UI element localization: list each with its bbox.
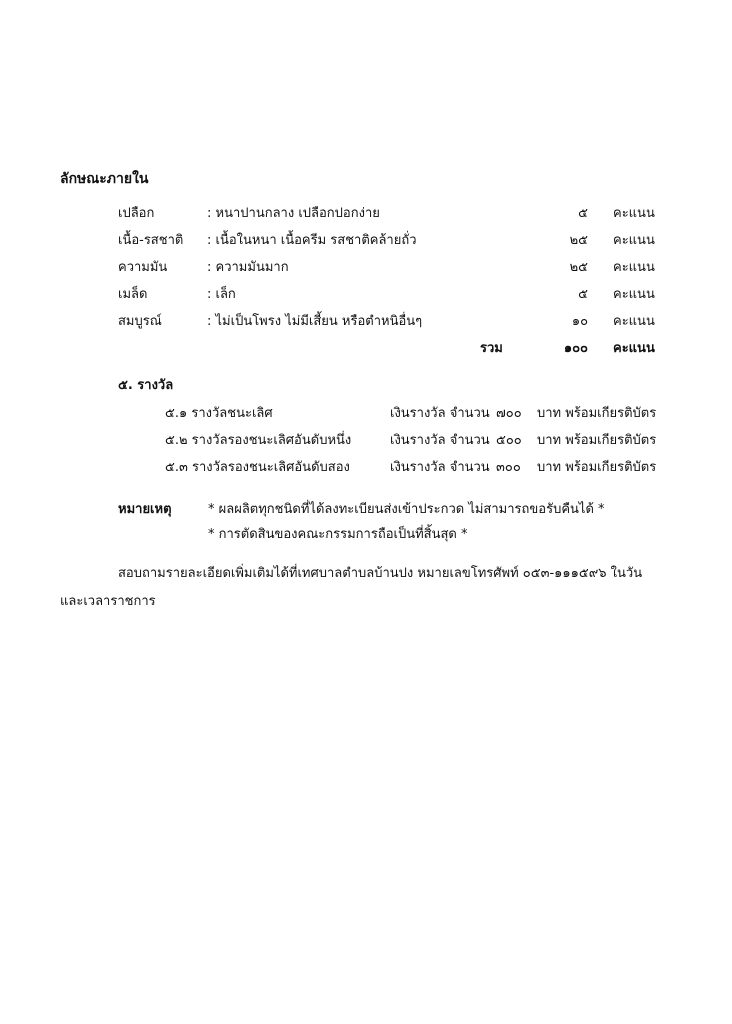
criteria-score: ๕ bbox=[578, 287, 588, 302]
criteria-score: ๑๐ bbox=[571, 314, 588, 329]
criteria-score: ๒๕ bbox=[569, 260, 588, 275]
criteria-unit: คะแนน bbox=[613, 233, 655, 248]
award-amount: ๗๐๐ bbox=[496, 406, 522, 421]
note-line: * การตัดสินของคณะกรรมการถือเป็นที่สิ้นสุด * bbox=[208, 527, 468, 542]
criteria-description: : ความมันมาก bbox=[207, 260, 289, 275]
criteria-description: : เล็ก bbox=[207, 287, 236, 302]
award-name: ๕.๓ รางวัลรองชนะเลิศอันดับสอง bbox=[165, 460, 350, 475]
total-unit: คะแนน bbox=[613, 341, 655, 356]
award-suffix: บาท พร้อมเกียรติบัตร bbox=[537, 433, 657, 448]
awards-heading: ๕. รางวัล bbox=[118, 378, 174, 393]
criteria-unit: คะแนน bbox=[613, 206, 655, 221]
criteria-unit: คะแนน bbox=[613, 314, 655, 329]
criteria-label: ความมัน bbox=[118, 260, 168, 275]
award-amount: ๓๐๐ bbox=[496, 460, 521, 475]
criteria-unit: คะแนน bbox=[613, 287, 655, 302]
criteria-unit: คะแนน bbox=[613, 260, 655, 275]
criteria-score: ๕ bbox=[578, 206, 588, 221]
criteria-label: เปลือก bbox=[118, 206, 155, 221]
note-line: * ผลผลิตทุกชนิดที่ได้ลงทะเบียนส่งเข้าประกวด ไม่สามารถขอรับคืนได้ * bbox=[208, 502, 605, 517]
criteria-score: ๒๕ bbox=[569, 233, 588, 248]
criteria-label: สมบูรณ์ bbox=[118, 314, 162, 329]
award-money-label: เงินรางวัล จำนวน bbox=[390, 406, 490, 421]
contact-line: สอบถามรายละเอียดเพิ่มเติมได้ที่เทศบาลตำบลบ้านปง หมายเลขโทรศัพท์ ๐๕๓-๑๑๑๕๙๖ ในวัน bbox=[118, 566, 643, 581]
award-name: ๕.๒ รางวัลรองชนะเลิศอันดับหนึ่ง bbox=[165, 433, 352, 448]
total-label: รวม bbox=[480, 341, 503, 356]
note-label: หมายเหตุ bbox=[118, 502, 172, 517]
award-suffix: บาท พร้อมเกียรติบัตร bbox=[537, 460, 657, 475]
section-heading: ลักษณะภายใน bbox=[60, 171, 149, 187]
criteria-description: : หนาปานกลาง เปลือกปอกง่าย bbox=[207, 206, 380, 221]
award-suffix: บาท พร้อมเกียรติบัตร bbox=[537, 406, 657, 421]
award-money-label: เงินรางวัล จำนวน bbox=[390, 433, 490, 448]
award-name: ๕.๑ รางวัลชนะเลิศ bbox=[165, 406, 273, 421]
contact-line: และเวลาราชการ bbox=[60, 594, 156, 609]
total-score: ๑๐๐ bbox=[563, 341, 588, 356]
criteria-description: : ไม่เป็นโพรง ไม่มีเสี้ยน หรือตำหนิอื่นๆ bbox=[207, 314, 423, 329]
award-amount: ๕๐๐ bbox=[496, 433, 522, 448]
criteria-description: : เนื้อในหนา เนื้อครีม รสชาติคล้ายถั่ว bbox=[207, 233, 417, 248]
criteria-label: เมล็ด bbox=[118, 287, 148, 302]
criteria-label: เนื้อ-รสชาติ bbox=[118, 233, 184, 248]
award-money-label: เงินรางวัล จำนวน bbox=[390, 460, 490, 475]
